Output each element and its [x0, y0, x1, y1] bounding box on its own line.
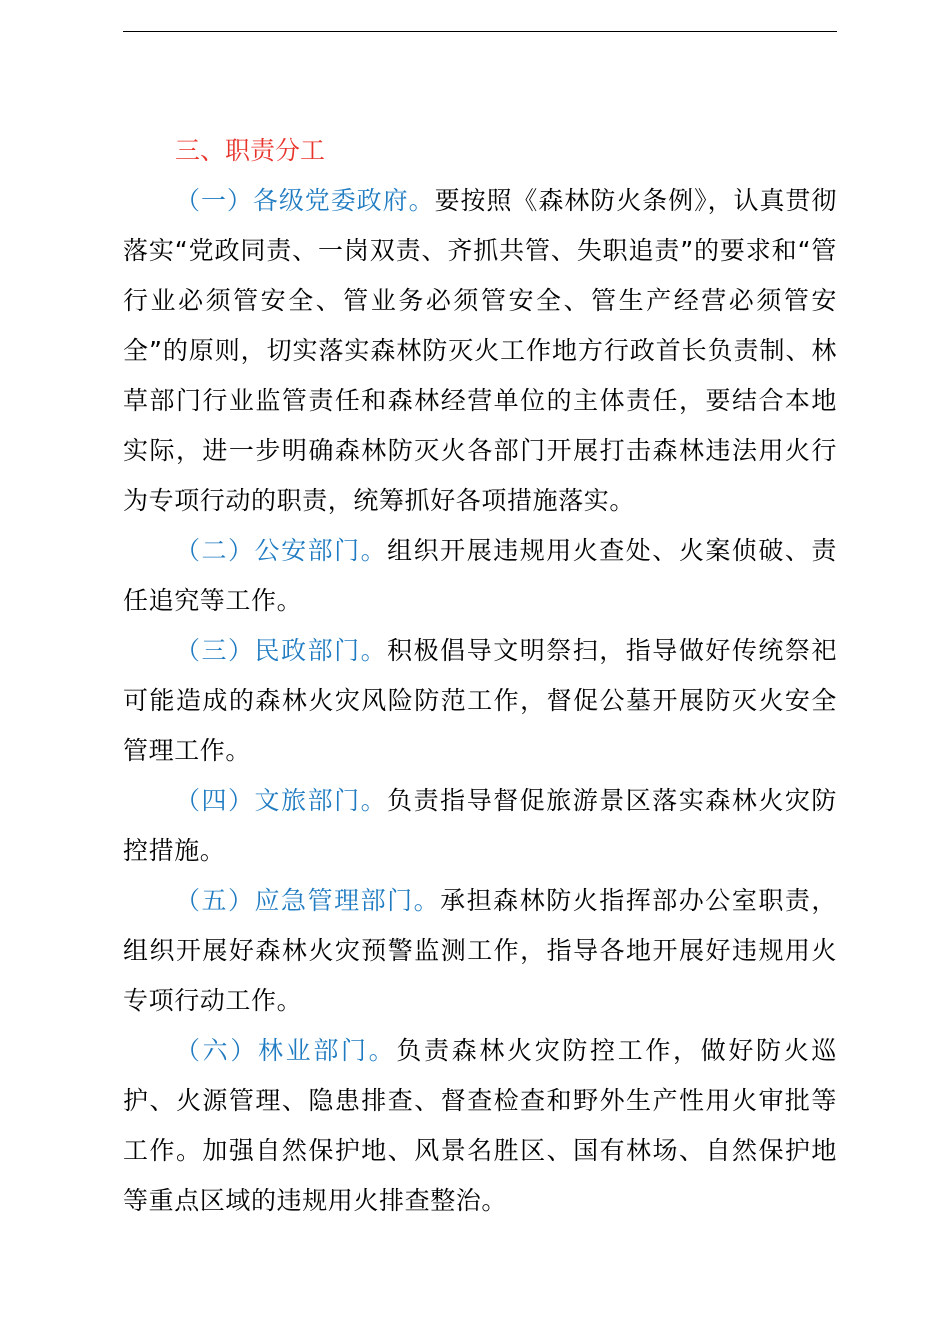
document-body [123, 126, 837, 1226]
paragraph-lead: （六）林业部门。 [175, 1036, 397, 1065]
paragraph-text: 负责森林火灾防控工作，做好防火巡护、火源管理、隐患排查、督查检查和野外生产性用火审批等工作。加强自然保护地、风景名胜区、国有林场、自然保护地等重点区域的违规用火排查整治。 [123, 1036, 837, 1215]
paragraph-emergency-management [123, 876, 837, 1026]
paragraph-lead: （二）公安部门。 [175, 536, 388, 565]
paragraph-lead: （一）各级党委政府。 [175, 186, 435, 215]
paragraph-public-security [123, 526, 837, 626]
paragraph-text: 承担森林防火指挥部办公室职责，组织开展好森林火灾预警监测工作，指导各地开展好违规用火专项行动工作。 [123, 886, 837, 1015]
paragraph-text: 要按照《森林防火条例》，认真贯彻落实“党政同责、一岗双责、齐抓共管、失职追责”的要求和“管行业必须管安全、管业务必须管安全、管生产经营必须管安全”的原则，切实落实森林防灭火工作地方行政首长负责制、林草部门行业监管责任和森林经营单位的主体责任，要结合本地实际，进一步明确森林防灭火各部门开展打击森林违法用火行为专项行动的职责，统筹抓好各项措施落实。 [123, 186, 837, 515]
paragraph-lead: （四）文旅部门。 [175, 786, 388, 815]
paragraph-lead: （三）民政部门。 [175, 636, 388, 665]
paragraph-text: 积极倡导文明祭扫，指导做好传统祭祀可能造成的森林火灾风险防范工作，督促公墓开展防灭火安全管理工作。 [123, 636, 837, 765]
paragraph-text: 负责指导督促旅游景区落实森林火灾防控措施。 [123, 786, 837, 865]
paragraph-party-government [123, 176, 837, 526]
section-heading: 三、职责分工 [175, 136, 326, 165]
paragraph-forestry [123, 1026, 837, 1226]
paragraph-text: 组织开展违规用火查处、火案侦破、责任追究等工作。 [123, 536, 837, 615]
paragraph-lead: （五）应急管理部门。 [175, 886, 441, 915]
paragraph-civil-affairs [123, 626, 837, 776]
paragraph-culture-tourism [123, 776, 837, 876]
header-rule [123, 31, 837, 32]
